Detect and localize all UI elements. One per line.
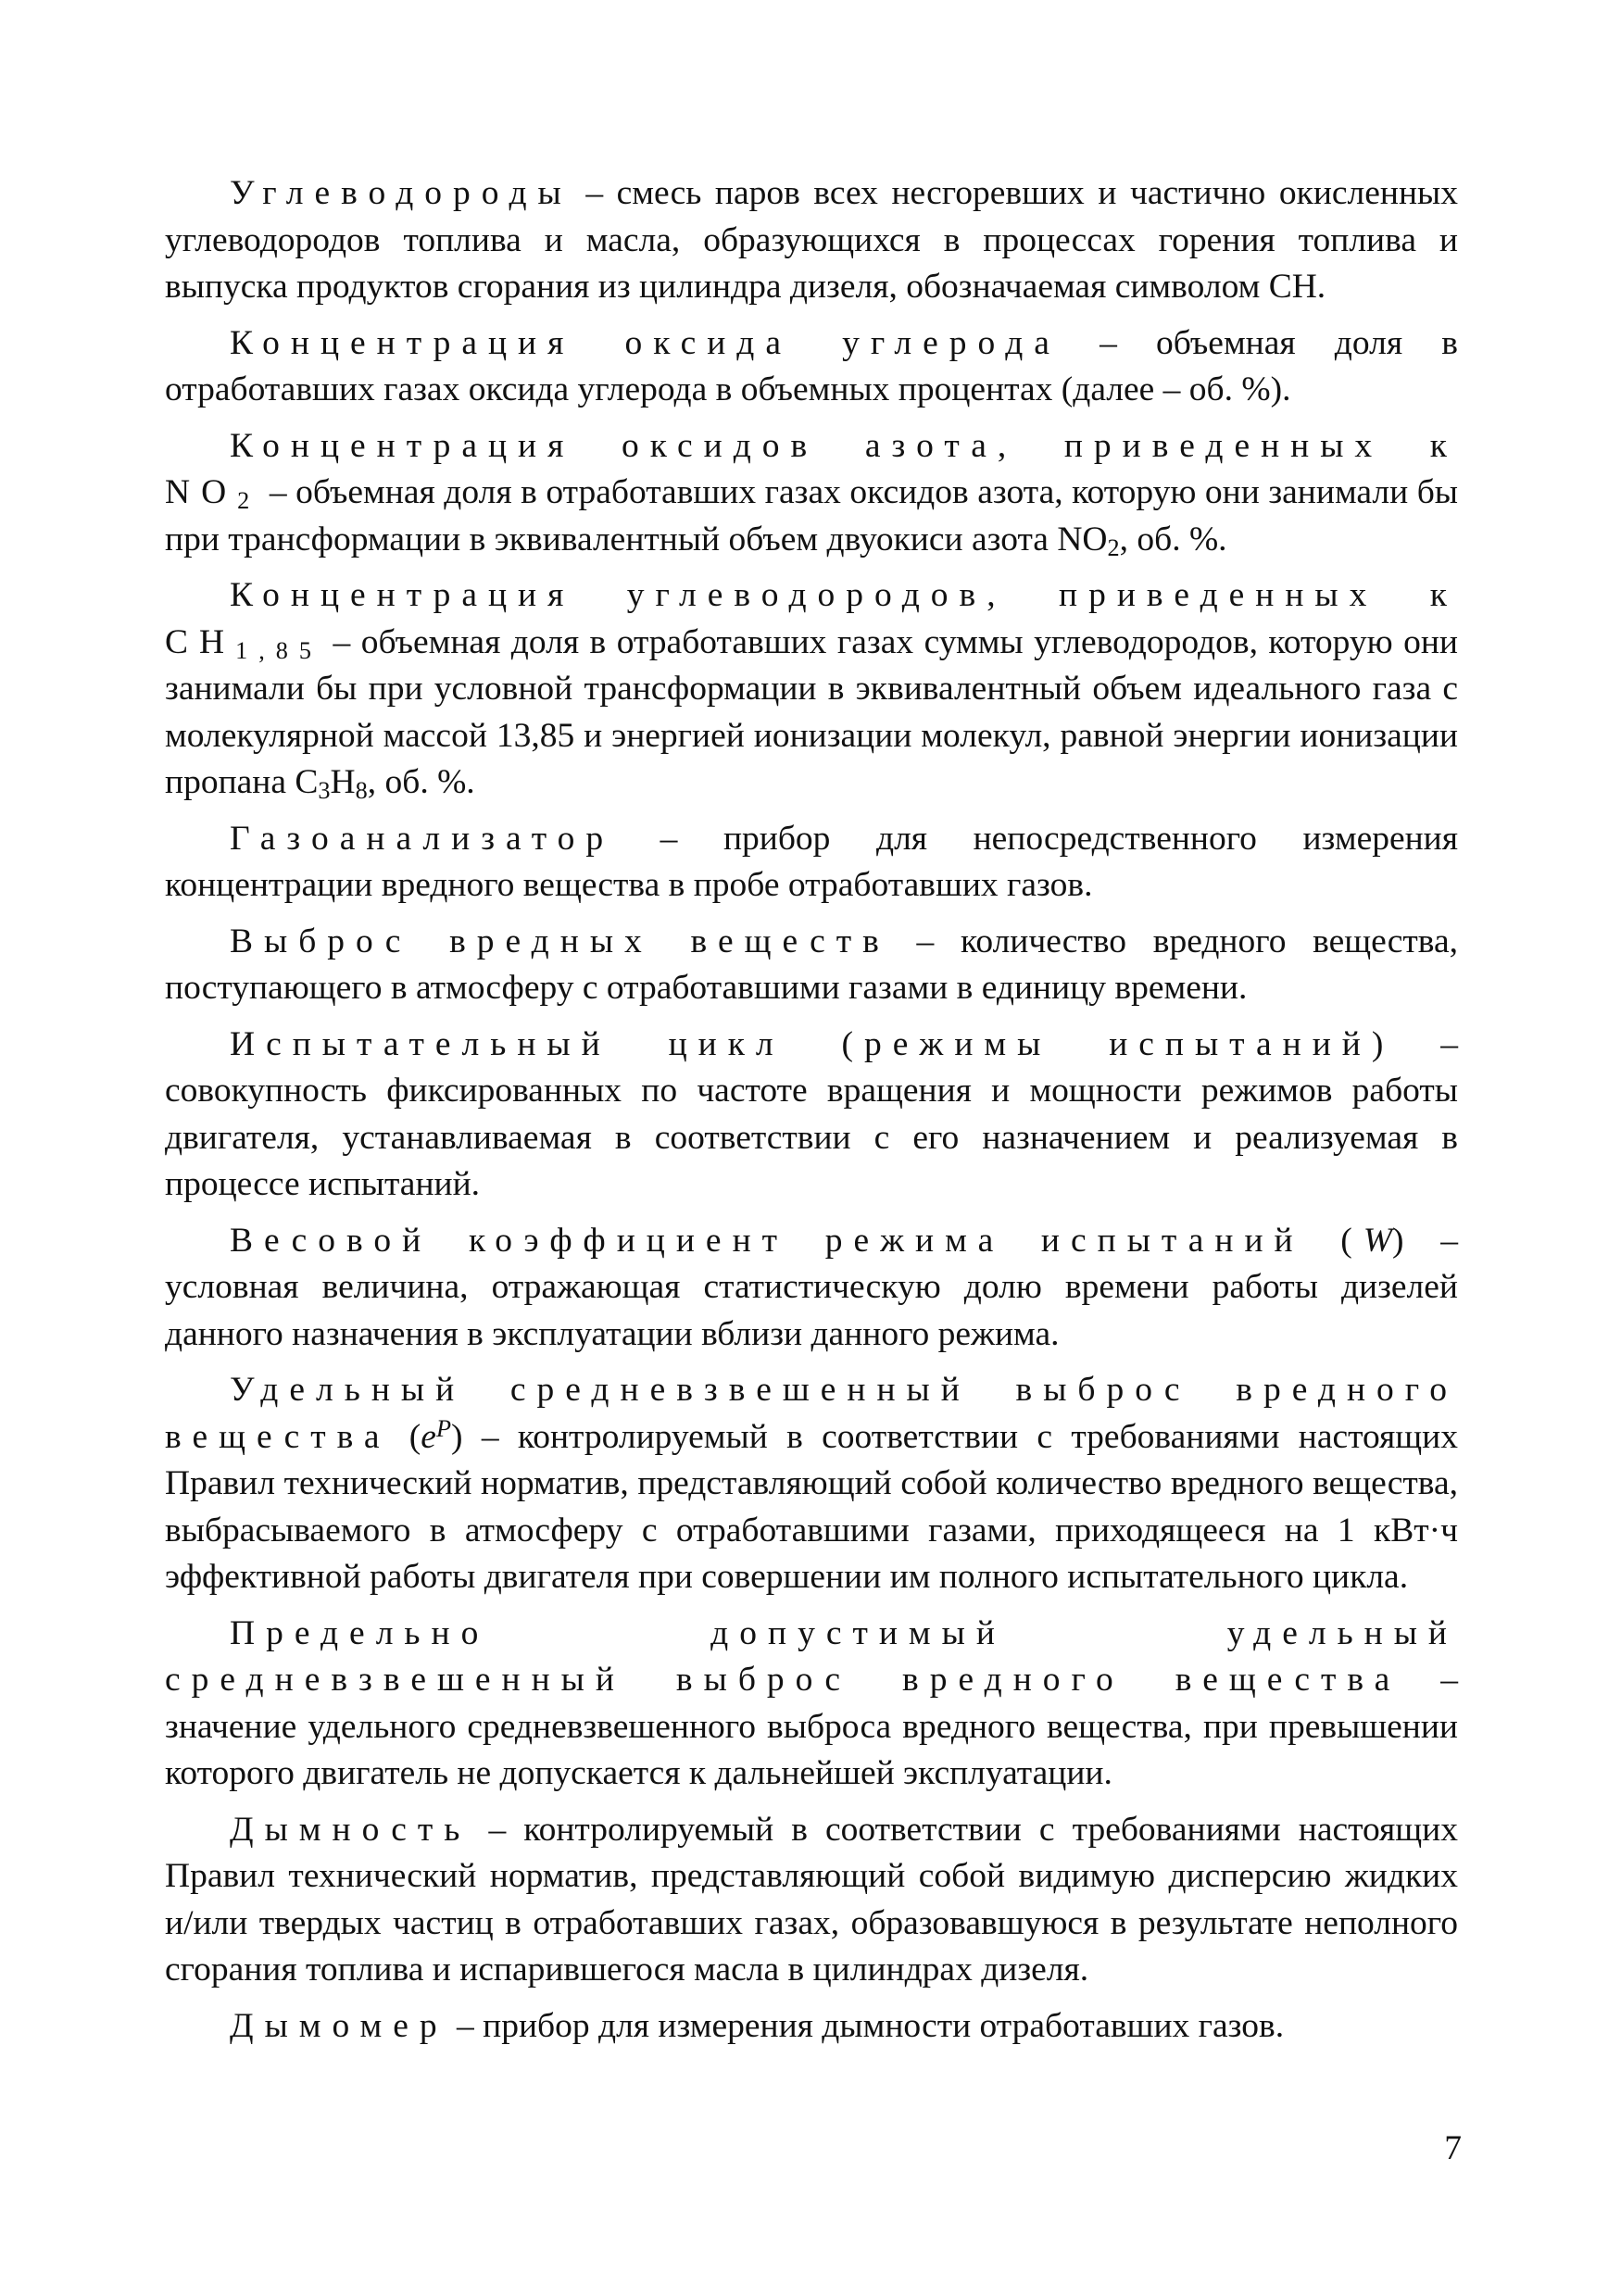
symbol-open: ( <box>390 1417 421 1456</box>
term-subscript: 2 <box>237 486 261 514</box>
term-label: Удельный средневзвешенный выброс вредного вещества <box>165 1371 1458 1456</box>
definition-text-end: , об. %. <box>367 763 475 801</box>
term-label <box>230 1222 1415 1260</box>
symbol-close: ) <box>451 1417 463 1456</box>
term-label: Выброс вредных веществ <box>230 922 890 960</box>
definition-max-specific-emission <box>165 1611 1458 1798</box>
definition-smoke-meter <box>165 2003 1458 2051</box>
term-label: Дымомер <box>230 2006 448 2045</box>
symbol-e: e <box>421 1417 436 1456</box>
definition-text-end: , об. %. <box>1119 520 1227 558</box>
definition-text: – объемная доля в отработавших газах оксидов азота, которую они занимали бы при трансформации в эквивалентный объем двуокиси азота NO <box>165 473 1458 558</box>
definition-hc-concentration <box>165 572 1458 807</box>
term-label: Углеводороды <box>230 174 572 212</box>
term-text: Концентрация оксидов азота, приведенных к NO <box>165 426 1458 511</box>
definition-text: – прибор для непосредственного измерения концентрации вредного вещества в пробе отработавших газов. <box>165 819 1458 904</box>
definition-emission <box>165 919 1458 1012</box>
definition-nox-concentration <box>165 423 1458 564</box>
term-label: Газоанализатор <box>230 819 615 858</box>
term-text: Весовой коэффициент режима испытаний ( <box>230 1221 1363 1260</box>
definition-gas-analyzer <box>165 816 1458 910</box>
term-symbol: W <box>1363 1221 1393 1260</box>
definition-smoke-opacity <box>165 1807 1458 1994</box>
definition-hydrocarbons <box>165 170 1458 311</box>
definition-text: – контролируемый в соответствии с требованиями настоящих Правил технический норматив, представляющий собой видимую дисперсию жидких и/или твердых частиц в отработавших газах, образовавшуюся в результате неполного сгорания топлива и испарившегося масла в цилиндрах дизеля. <box>165 1810 1458 1989</box>
definition-text: – совокупность фиксированных по частоте вращения и мощности режимов работы двигателя, устанавливаемая в соответствии с его назначением и реализуемая в процессе испытаний. <box>165 1024 1459 1203</box>
term-subscript: 1,85 <box>235 636 323 664</box>
definition-text: – условная величина, отражающая статистическую долю времени работы дизелей данного назначения в эксплуатации вблизи данного режима. <box>165 1221 1458 1353</box>
definition-text: – объемная доля в отработавших газах оксида углерода в объемных процентах (далее – об. %). <box>165 323 1458 408</box>
definition-specific-emission <box>165 1367 1458 1601</box>
term-text: Концентрация углеводородов, приведенных к СН <box>165 576 1458 661</box>
page-number: 7 <box>1444 2129 1462 2167</box>
definition-text: – значение удельного средневзвешенного выброса вредного вещества, при превышении которого двигатель не допускается к дальнейшей эксплуатации. <box>165 1661 1458 1792</box>
definition-text: – смесь паров всех несгоревших и частично окисленных углеводородов топлива и масла, образующихся в процессах горения топлива и выпуска продуктов сгорания из цилиндра дизеля, обозначаемая символом СН. <box>165 174 1458 306</box>
term-label: Испытательный цикл (режимы испытаний) <box>230 1024 1395 1063</box>
document-body <box>165 170 1458 2059</box>
term-label: Концентрация оксида углерода <box>230 323 1061 362</box>
definition-text: – прибор для измерения дымности отработавших газов. <box>447 2006 1285 2045</box>
definition-test-cycle <box>165 1022 1458 1209</box>
definition-text: – контролируемый в соответствии с требованиями настоящих Правил технический норматив, представляющий собой количество вредного вещества, выбрасываемого в атмосферу с отработавшими газами, приходящееся на 1 кВт·ч эффективной работы двигателя при совершении им полного испытательного цикла. <box>165 1417 1458 1596</box>
symbol-superscript: P <box>435 1414 451 1442</box>
formula-subscript: 8 <box>355 776 368 804</box>
definition-co-concentration <box>165 320 1458 414</box>
term-label: Дымность <box>230 1810 471 1849</box>
formula-subscript: 2 <box>1107 533 1120 561</box>
formula-element: Н <box>330 763 356 801</box>
term-label: Предельно допустимый удельный средневзвешенный выброс вредного вещества <box>165 1613 1458 1699</box>
definition-text: – количество вредного вещества, поступающего в атмосферу с отработавшими газами в единицу времени. <box>165 922 1459 1007</box>
formula-subscript: 3 <box>318 776 331 804</box>
term-text-end: ) <box>1392 1221 1415 1260</box>
definition-weighting-factor <box>165 1218 1458 1359</box>
definition-text: – объемная доля в отработавших газах суммы углеводородов, которую они занимали бы при условной трансформации в эквивалентный объем идеального газа с молекулярной массой 13,85 и энергией ионизации молекул, равной энергии ионизации пропана С <box>165 622 1458 801</box>
